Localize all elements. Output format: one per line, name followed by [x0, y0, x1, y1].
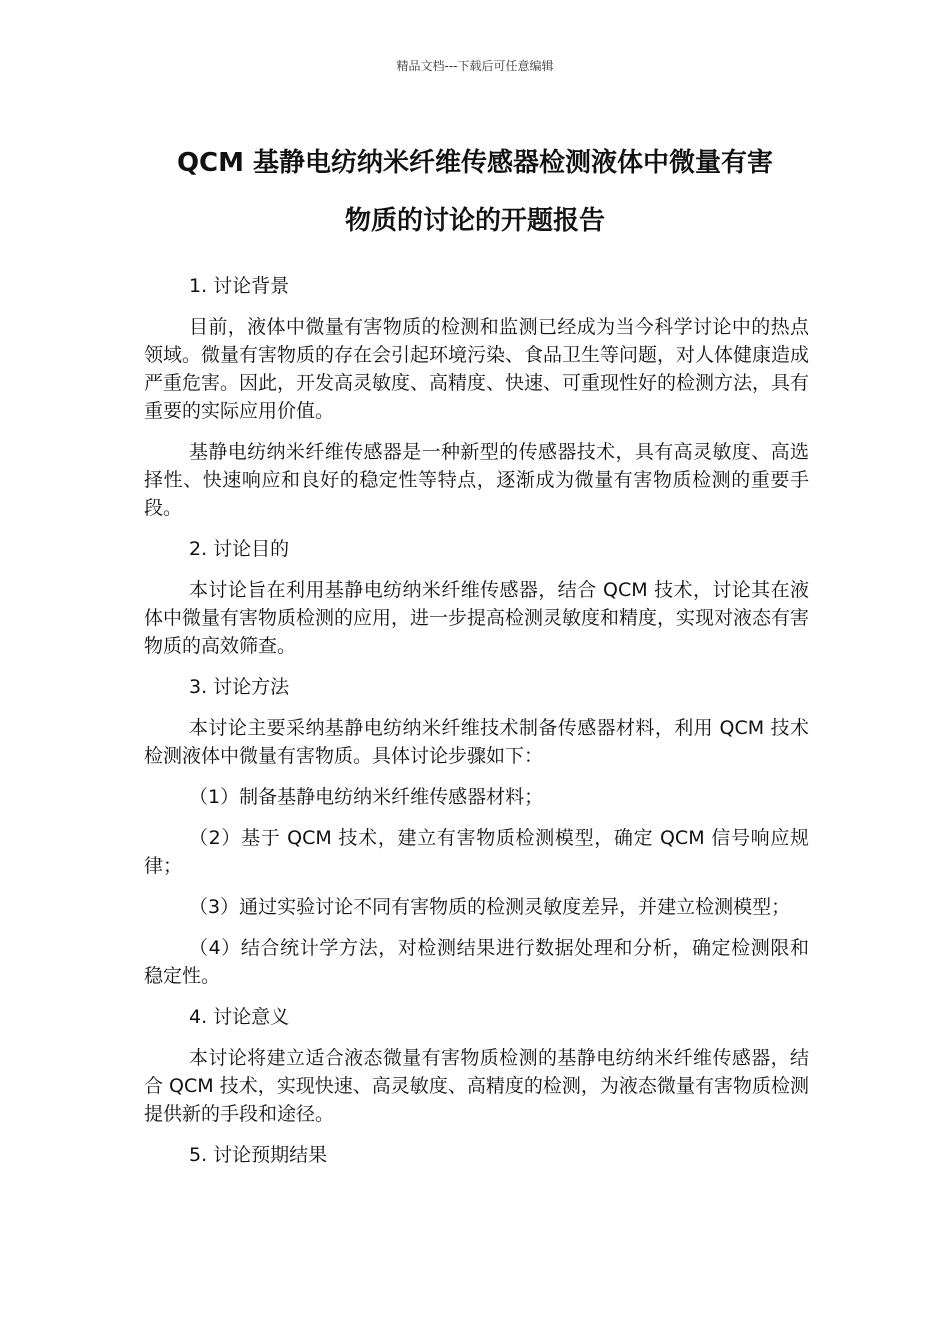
section-heading-purpose: 2. 讨论目的: [189, 538, 290, 560]
section-heading-background: 1. 讨论背景: [189, 275, 290, 297]
section-heading-significance: 4. 讨论意义: [189, 1006, 290, 1028]
section-heading-expected-results: 5. 讨论预期结果: [189, 1144, 328, 1166]
page-header: 精品文档---下载后可任意编辑: [396, 59, 554, 73]
paragraph-background-1: 目前，液体中微量有害物质的检测和监测已经成为当今科学讨论中的热点领域。微量有害物质的存在会引起环境污染、食品卫生等问题，对人体健康造成严重危害。因此，开发高灵敏度、高精度、快速、可重现性好的检测方法，具有重要的实际应用价值。: [144, 316, 810, 422]
section-heading-method: 3. 讨论方法: [189, 676, 290, 698]
method-step-4: （4）结合统计学方法，对检测结果进行数据处理和分析，确定检测限和稳定性。: [144, 937, 809, 987]
method-step-1: （1）制备基静电纺纳米纤维传感器材料；: [189, 786, 544, 808]
paragraph-background-2: 基静电纺纳米纤维传感器是一种新型的传感器技术，具有高灵敏度、高选择性、快速响应和良好的稳定性等特点，逐渐成为微量有害物质检测的重要手段。: [144, 441, 809, 519]
paragraph-method: 本讨论主要采纳基静电纺纳米纤维技术制备传感器材料，利用 QCM 技术检测液体中微量有害物质。具体讨论步骤如下：: [144, 717, 809, 767]
paragraph-significance: 本讨论将建立适合液态微量有害物质检测的基静电纺纳米纤维传感器，结合 QCM 技术，实现快速、高灵敏度、高精度的检测，为液态微量有害物质检测提供新的手段和途径。: [144, 1047, 809, 1125]
document-title: [120, 134, 830, 250]
method-step-2: （2）基于 QCM 技术，建立有害物质检测模型，确定 QCM 信号响应规律；: [144, 827, 809, 877]
title-line-2: 物质的讨论的开题报告: [344, 206, 605, 236]
method-step-3: （3）通过实验讨论不同有害物质的检测灵敏度差异，并建立检测模型；: [189, 896, 791, 918]
document-body: [144, 272, 809, 1182]
paragraph-purpose: 本讨论旨在利用基静电纺纳米纤维传感器，结合 QCM 技术，讨论其在液体中微量有害物质检测的应用，进一步提高检测灵敏度和精度，实现对液态有害物质的高效筛查。: [144, 579, 810, 657]
title-line-1: QCM 基静电纺纳米纤维传感器检测液体中微量有害: [176, 148, 774, 178]
